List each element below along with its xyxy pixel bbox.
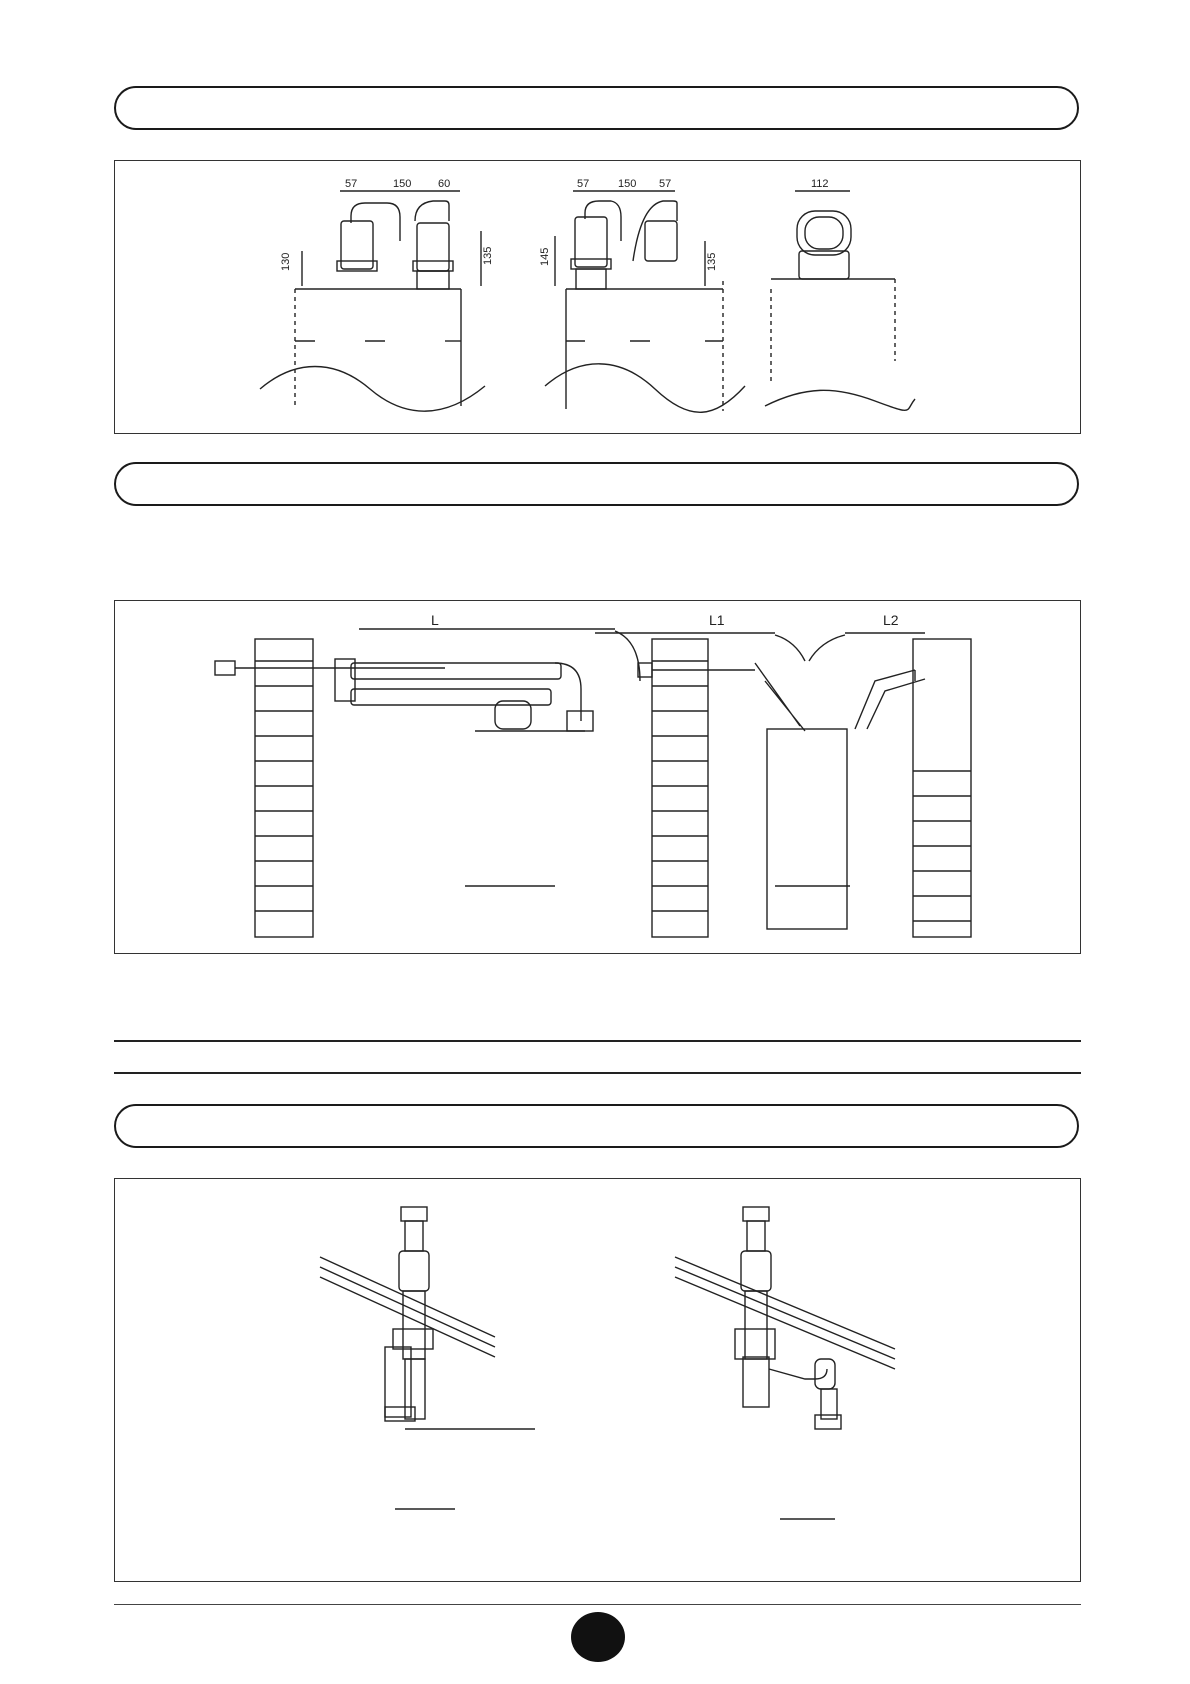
dim-a-5: 135 <box>482 246 494 265</box>
dim-a-3: 60 <box>438 178 451 190</box>
dim-b-4: 145 <box>539 247 551 266</box>
dim-b-2: 150 <box>618 178 637 190</box>
label-length-l: L <box>431 612 439 628</box>
dim-a-2: 150 <box>393 178 412 190</box>
page-number-badge <box>571 1612 625 1662</box>
vertical-flue-drawing <box>115 1179 1082 1583</box>
dim-b-1: 57 <box>577 178 590 190</box>
label-length-l1: L1 <box>709 612 725 628</box>
dim-b-3: 57 <box>659 178 672 190</box>
figure-horizontal-flue <box>114 600 1081 954</box>
dim-a-1: 57 <box>345 178 358 190</box>
footer-rule <box>114 1604 1081 1605</box>
section-header-2 <box>114 462 1079 506</box>
horizontal-flue-drawing <box>115 601 1082 955</box>
separator-rule-bottom <box>114 1072 1081 1074</box>
separator-rule-top <box>114 1040 1081 1042</box>
dim-a-4: 130 <box>280 252 292 271</box>
section-header-3 <box>114 1104 1079 1148</box>
connections-drawing <box>115 161 1082 435</box>
section-header-1 <box>114 86 1079 130</box>
dim-c-1: 112 <box>811 178 829 190</box>
label-length-l2: L2 <box>883 612 899 628</box>
figure-boiler-connections <box>114 160 1081 434</box>
figure-vertical-flue <box>114 1178 1081 1582</box>
dim-b-5: 135 <box>706 252 718 271</box>
